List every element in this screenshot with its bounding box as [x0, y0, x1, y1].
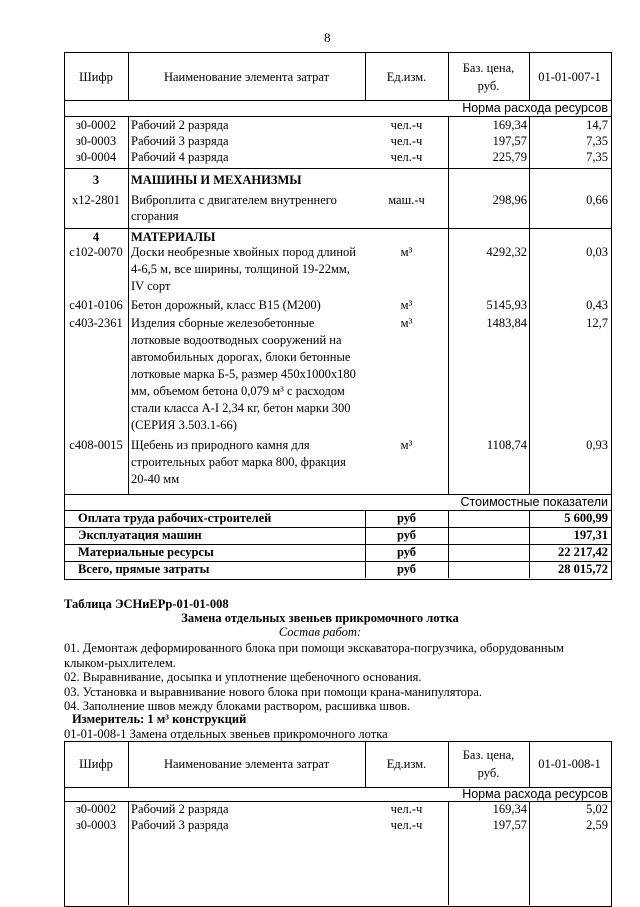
resource-name: Бетон дорожный, класс B15 (М200)	[131, 298, 321, 312]
col-header-price-1: Баз. цена,	[462, 748, 515, 762]
resource-norm: 5,02	[586, 802, 608, 816]
resource-name: Рабочий 3 разряда	[131, 818, 229, 832]
resource-unit: чел.-ч	[390, 802, 423, 816]
resource-code: с102-0070	[69, 245, 123, 259]
resource-name: Доски необрезные хвойных пород длиной	[131, 245, 356, 259]
resource-name: сгорания	[131, 209, 179, 223]
table-id: 01-01-008-1	[538, 757, 601, 771]
work-step: 04. Заполнение швов между блоками раствором, расшивка швов.	[64, 699, 411, 713]
work-step: клыком-рыхлителем.	[64, 655, 176, 670]
table-title: Таблица ЭСНиЕРр-01-01-008	[64, 597, 229, 611]
resource-unit: м³	[400, 245, 413, 259]
total-unit: руб	[396, 545, 417, 559]
work-step: 02. Выравнивание, досыпка и уплотнение щебеночного основания.	[64, 670, 422, 684]
resource-name: (СЕРИЯ 3.503.1-66)	[131, 418, 237, 432]
resource-code: з0-0004	[75, 150, 117, 164]
resource-code: з0-0003	[75, 134, 117, 148]
resource-unit: м³	[400, 298, 413, 312]
resource-name: Рабочий 2 разряда	[131, 802, 229, 816]
total-value: 28 015,72	[558, 562, 608, 576]
resource-norm: 12,7	[586, 316, 608, 330]
resource-name: Рабочий 4 разряда	[131, 150, 229, 164]
resource-price: 1483,84	[486, 316, 527, 330]
resource-price: 1108,74	[486, 438, 527, 452]
resource-name: стали класса А-I 2,34 кг, бетон марки 300	[131, 401, 351, 415]
total-value: 5 600,99	[564, 511, 608, 525]
resource-price: 197,57	[492, 818, 527, 832]
resource-name: автомобильных дорогах, блоки бетонные	[131, 350, 351, 364]
resource-name: мм, объемом бетона 0,079 м³ с расходом	[131, 384, 345, 398]
reference-line: 01-01-008-1 Замена отдельных звеньев прикромочного лотка	[64, 727, 388, 741]
resource-unit: м³	[400, 438, 413, 452]
resource-name: IV сорт	[131, 279, 171, 293]
table-id: 01-01-007-1	[538, 70, 601, 84]
meter: Измеритель: 1 м³ конструкций	[72, 712, 247, 726]
resource-price: 4292,32	[486, 245, 527, 259]
resource-norm: 7,35	[586, 134, 608, 148]
norm-label: Норма расхода ресурсов	[462, 787, 608, 801]
col-header-name: Наименование элемента затрат	[163, 757, 330, 771]
resource-name: Виброплита с двигателем внутреннего	[131, 193, 337, 207]
resource-unit: маш.-ч	[388, 193, 425, 207]
resource-unit: чел.-ч	[390, 818, 423, 832]
resource-price: 197,57	[492, 134, 527, 148]
total-unit: руб	[396, 562, 417, 576]
resource-unit: м³	[400, 316, 413, 330]
resource-name: Рабочий 2 разряда	[131, 118, 229, 132]
col-header-code: Шифр	[79, 70, 113, 84]
work-title: Состав работ:	[278, 625, 362, 639]
col-header-price-2: руб.	[477, 79, 500, 93]
resource-name: 20-40 мм	[131, 472, 180, 486]
col-header-code: Шифр	[79, 757, 113, 771]
resource-name: Рабочий 3 разряда	[131, 134, 229, 148]
col-header-price-2: руб.	[477, 766, 500, 780]
resource-unit: чел.-ч	[390, 134, 423, 148]
resource-name: лотковые марка Б-5, размер 450x1000x180	[131, 367, 356, 381]
total-name: Всего, прямые затраты	[78, 562, 210, 576]
resource-norm: 0,03	[586, 245, 608, 259]
resource-name: Щебень из природного камня для	[131, 438, 310, 452]
work-step: 01. Демонтаж деформированного блока при помощи экскаватора-погрузчика, оборудованным	[64, 641, 564, 655]
total-name: Материальные ресурсы	[78, 545, 214, 559]
total-name: Эксплуатация машин	[78, 528, 202, 542]
resource-name: Изделия сборные железобетонные	[131, 316, 315, 330]
resource-unit: чел.-ч	[390, 118, 423, 132]
resource-price: 169,34	[492, 118, 527, 132]
resource-unit: чел.-ч	[390, 150, 423, 164]
section-number: 4	[92, 230, 100, 244]
section-title: МАТЕРИАЛЫ	[131, 230, 216, 244]
resource-name: 4-6,5 м, все ширины, толщиной 19-22мм,	[131, 262, 350, 276]
resource-code: з0-0002	[75, 118, 117, 132]
resource-norm: 0,66	[586, 193, 608, 207]
resource-norm: 0,43	[586, 298, 608, 312]
resource-name: строительных работ марка 800, фракция	[131, 455, 346, 469]
section-title: МАШИНЫ И МЕХАНИЗМЫ	[131, 173, 302, 187]
total-value: 22 217,42	[558, 545, 608, 559]
resource-norm: 14,7	[586, 118, 608, 132]
resource-price: 298,96	[492, 193, 527, 207]
page-number: 8	[324, 30, 331, 45]
col-header-unit: Ед.изм.	[386, 70, 427, 84]
table-subtitle: Замена отдельных звеньев прикромочного лотка	[181, 611, 459, 625]
resource-code: з0-0002	[75, 802, 117, 816]
resource-code: з0-0003	[75, 818, 117, 832]
total-unit: руб	[396, 528, 417, 542]
resource-code: с401-0106	[69, 298, 123, 312]
col-header-unit: Ед.изм.	[386, 757, 427, 771]
total-unit: руб	[396, 511, 417, 525]
resource-code: с403-2361	[69, 316, 123, 330]
resource-code: с408-0015	[69, 438, 123, 452]
resource-norm: 0,93	[586, 438, 608, 452]
col-header-name: Наименование элемента затрат	[163, 70, 330, 84]
col-header-price-1: Баз. цена,	[462, 61, 515, 75]
total-name: Оплата труда рабочих-строителей	[78, 511, 272, 525]
resource-price: 225,79	[492, 150, 527, 164]
resource-price: 5145,93	[486, 298, 527, 312]
norm-label: Норма расхода ресурсов	[462, 101, 608, 115]
section-number: 3	[92, 173, 100, 187]
resource-norm: 2,59	[586, 818, 608, 832]
cost-label: Стоимостные показатели	[460, 495, 608, 509]
work-step: 03. Установка и выравнивание нового блока при помощи крана-манипулятора.	[64, 684, 482, 699]
resource-norm: 7,35	[586, 150, 608, 164]
resource-price: 169,34	[492, 802, 527, 816]
resource-code: х12-2801	[72, 193, 120, 207]
resource-name: лотковые водоотводных сооружений на	[131, 333, 342, 347]
total-value: 197,31	[573, 528, 608, 542]
